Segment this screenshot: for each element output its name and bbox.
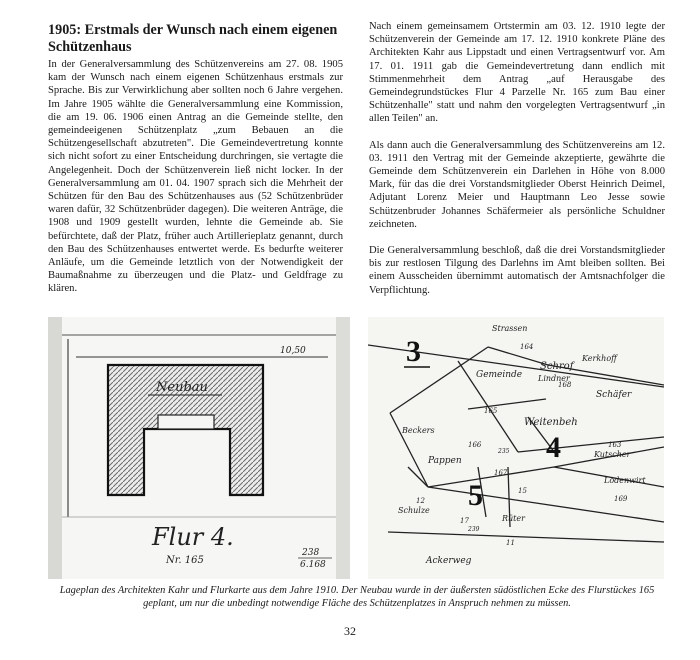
building-label: Neubau bbox=[156, 380, 208, 395]
map-name-8: Schulze bbox=[398, 506, 430, 515]
parcel-number-11: 11 bbox=[506, 539, 515, 547]
parcel-number-169: 169 bbox=[614, 495, 628, 503]
map-name-4: Strassen bbox=[492, 324, 528, 333]
figure-caption: Lageplan des Architekten Kahr und Flurkarte aus dem Jahre 1910. Der Neubau wurde in der äußersten südöstlichen Ecke des Flurstückes 165 geplant, um nur die unbedingt notwendige Fläche des Schützenplatzes in Anspruch nehmen zu müssen. bbox=[59, 585, 655, 609]
parcel-label: Nr. 165 bbox=[166, 555, 204, 566]
parcel-number-166: 166 bbox=[468, 441, 482, 449]
dimension-label: 10,50 bbox=[280, 346, 306, 356]
map-name-13: Lodenwirt bbox=[604, 476, 646, 485]
parcel-number-168: 168 bbox=[558, 381, 572, 389]
map-name-10: Ackerweg bbox=[426, 556, 472, 566]
parcel-number-164: 164 bbox=[520, 343, 534, 351]
parcel-number-167: 167 bbox=[494, 469, 508, 477]
page-number: 32 bbox=[344, 624, 356, 638]
flur-label: Flur 4. bbox=[152, 523, 234, 551]
map-name-1: Schrof bbox=[540, 361, 574, 372]
left-text-column bbox=[48, 22, 343, 309]
parcel-number-163: 163 bbox=[608, 441, 622, 449]
map-name-3: Weitenbeh bbox=[524, 417, 578, 428]
parcel-number-165: 165 bbox=[484, 407, 498, 415]
corner-number-1: 238 bbox=[302, 548, 320, 558]
map-name-12: Kutscher bbox=[594, 450, 631, 459]
right-paragraph-3: Die Generalversammlung beschloß, daß die drei Vorstandsmitglieder bis zur restlosen Tilgung des Darlehns im Amt bleiben sollten. Bei einem Ausscheiden übernimmt automatisch der Amtsnachfolger die Verpflichtung. bbox=[369, 245, 665, 296]
parcel-number-239: 239 bbox=[468, 526, 480, 533]
parcel-number-15: 15 bbox=[518, 487, 527, 495]
parcel-number-17: 17 bbox=[460, 517, 469, 525]
map-number-5: 5 bbox=[468, 479, 483, 512]
map-name-6: Pappen bbox=[428, 456, 462, 466]
cadastral-map-figure bbox=[368, 317, 664, 579]
map-name-14: Kerkhoff bbox=[582, 354, 617, 363]
map-number-4: 4 bbox=[546, 431, 561, 464]
map-name-7: Rüter bbox=[502, 514, 525, 523]
right-paragraph-1: Nach einem gemeinsamem Ortstermin am 03. 12. 1910 legte der Schützenverein der Gemeinde am 17. 12. 1910 konkrete Pläne des Architekten Kahr aus Lippstadt und einen Vertragsentwurf vor. Am 17. 01. 1911 gab die Gemeindevertretung dann endlich mit Stimmenmehrheit dem Antrag „auf Herausgabe des Gemeindegrundstückes Flur 4 Parzelle Nr. 165 zum Bau einer Schützenhalle" statt und nahm den vorgelegten Vertragsentwurf „in allen Teilen" an. bbox=[369, 21, 665, 125]
left-paragraph: In der Generalversammlung des Schützenvereins am 27. 08. 1905 kam der Wunsch nach einem eigenen Schützenhaus erstmals zur Sprache. Bis zur Verwirklichung aber sollten noch 6 Jahre vergehen. Im Jahre 1905 wählte die Generalversammlung eine Kommission, die am 19. 06. 1906 einen Antrag an die Gemeinde stellte, den gemeindeeigenen Schützenplatz „zum Bebauen an die Schützengesellschaft abzutreten". Die Gemeindevertretung konnte sich nicht sofort zu einer Entscheidung durchringen, sie vertagte die Angelegenheit. Doch der Schützenverein ließ nicht locker. In der Generalversammlung am 01. 04. 1907 sprach sich die Mehrheit der Schützen für den Bau des Schützenhauses aus (52 Schützenbrüder waren dafür, 32 Schützenbrüder dagegen). Die weiteren Anträge, die 1908 und 1909 gestellt wurden, lehnte die Gemeinde ab. Sie befürchtete, daß der Platz, früher auch Artillerieplatz genannt, durch den Bau des Schützenhauses entwertet werde. Es bedurfte weiterer Anläufe, um die Gemeinde letztlich von der Notwendigkeit der Baumaßnahme zu überzeugen und die Platz- und Geldfrage zu klären. bbox=[48, 59, 343, 295]
corner-number-2: 6.168 bbox=[300, 560, 326, 570]
site-plan-figure bbox=[48, 317, 350, 579]
map-name-11: Lindner bbox=[538, 374, 570, 383]
map-number-3: 3 bbox=[406, 335, 421, 368]
map-name-5: Beckers bbox=[402, 426, 435, 435]
section-heading: 1905: Erstmals der Wunsch nach einem eigenen Schützenhaus bbox=[48, 22, 338, 55]
parcel-number-235: 235 bbox=[498, 448, 510, 455]
right-text-column bbox=[369, 20, 665, 310]
right-paragraph-2: Als dann auch die Generalversammlung des Schützenvereins am 12. 03. 1911 den Vertrag mit der Gemeinde akzeptierte, gewährte die Gemeinde dem Schützenverein ein Darlehen in Höhe von 8.000 Mark, für das die drei Vorstandsmitglieder Oberst Heinrich Deimel, Adjutant Lorenz Meier und Hauptmann Leo Jesse sowie Schützenbruder Johannes Schäfermeier als persönliche Schuldner zeichneten. bbox=[369, 139, 665, 230]
parcel-number-12: 12 bbox=[416, 497, 425, 505]
map-name-2: Gemeinde bbox=[476, 370, 523, 380]
map-name-9: Schäfer bbox=[596, 390, 632, 400]
